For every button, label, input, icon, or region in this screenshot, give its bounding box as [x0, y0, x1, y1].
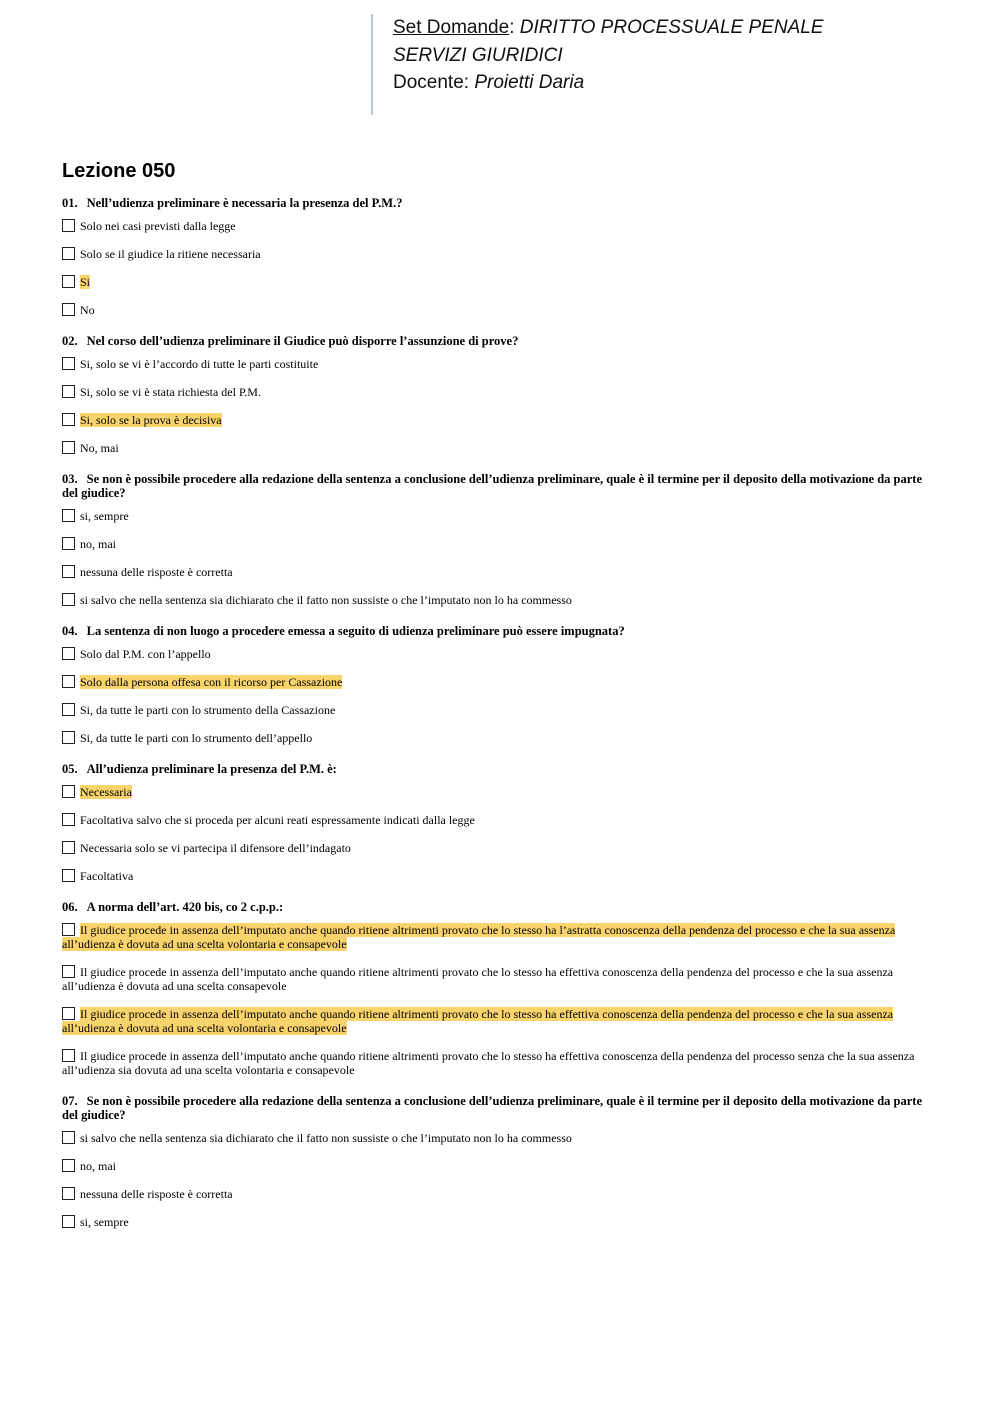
document-header: [371, 14, 931, 115]
answer-option[interactable]: [62, 813, 932, 827]
question-number: 07.: [62, 1094, 78, 1108]
answer-option[interactable]: [62, 1131, 932, 1145]
answer-text: si, sempre: [80, 509, 129, 523]
subject-line-1: DIRITTO PROCESSUALE PENALE: [519, 17, 824, 38]
answer-option[interactable]: [62, 675, 932, 689]
answer-text-highlighted: Il giudice procede in assenza dell’imputato anche quando ritiene altrimenti provato che lo stesso ha l’astratta conoscenza della pendenza del processo e che la sua assenza all’udienza è dovuta ad una scelta volontaria e consapevole: [62, 923, 896, 951]
answer-text: Si, solo se vi è l’accordo di tutte le parti costituite: [80, 357, 319, 371]
answer-option[interactable]: [62, 219, 932, 233]
answer-option[interactable]: [62, 923, 932, 951]
answer-text-highlighted: Solo dalla persona offesa con il ricorso per Cassazione: [80, 675, 343, 689]
question-text: [62, 196, 932, 210]
answer-option[interactable]: [62, 869, 932, 883]
answer-option[interactable]: [62, 413, 932, 427]
answer-text: Solo nei casi previsti dalla legge: [80, 219, 236, 233]
answer-checkbox[interactable]: [62, 785, 75, 798]
answer-checkbox[interactable]: [62, 647, 75, 660]
answer-option[interactable]: [62, 841, 932, 855]
answer-text: Necessaria solo se vi partecipa il difensore dell’indagato: [80, 841, 351, 855]
question-label: Nel corso dell’udienza preliminare il Giudice può disporre l’assunzione di prove?: [86, 334, 519, 348]
question-label: La sentenza di non luogo a procedere emessa a seguito di udienza preliminare può essere impugnata?: [86, 624, 625, 638]
question-text: [62, 624, 932, 638]
question-block: [62, 472, 932, 607]
header-subject-line-2: [393, 42, 931, 70]
answer-option[interactable]: [62, 703, 932, 717]
answer-checkbox[interactable]: [62, 303, 75, 316]
answer-checkbox[interactable]: [62, 1131, 75, 1144]
answer-text: Facoltativa: [80, 869, 134, 883]
teacher-name: Proietti Daria: [474, 72, 585, 93]
answer-checkbox[interactable]: [62, 593, 75, 606]
answer-text: Solo dal P.M. con l’appello: [80, 647, 211, 661]
answer-option[interactable]: [62, 441, 932, 455]
answer-text: Si, solo se vi è stata richiesta del P.M.: [80, 385, 261, 399]
answer-checkbox[interactable]: [62, 385, 75, 398]
answer-text: si, sempre: [80, 1215, 129, 1229]
answer-text: no, mai: [80, 1159, 116, 1173]
answer-checkbox[interactable]: [62, 413, 75, 426]
question-label: Se non è possibile procedere alla redazione della sentenza a conclusione dell’udienza preliminare, quale è il termine per il deposito della motivazione da parte del giudice?: [62, 1094, 923, 1122]
answer-text-highlighted: Il giudice procede in assenza dell’imputato anche quando ritiene altrimenti provato che lo stesso ha effettiva conoscenza della pendenza del processo e che la sua assenza all’udienza è dovuta ad una scelta volontaria e consapevole: [62, 1007, 894, 1035]
question-text: [62, 900, 932, 914]
question-number: 02.: [62, 334, 78, 348]
answer-checkbox[interactable]: [62, 509, 75, 522]
answer-text: No, mai: [80, 441, 119, 455]
question-label: Nell’udienza preliminare è necessaria la presenza del P.M.?: [86, 196, 403, 210]
question-text: [62, 1094, 932, 1122]
answer-checkbox[interactable]: [62, 537, 75, 550]
answer-option[interactable]: [62, 1187, 932, 1201]
answer-option[interactable]: [62, 593, 932, 607]
answer-checkbox[interactable]: [62, 1007, 75, 1020]
header-teacher-line: [393, 69, 931, 97]
question-block: [62, 762, 932, 883]
answer-text: si salvo che nella sentenza sia dichiarato che il fatto non sussiste o che l’imputato non lo ha commesso: [80, 593, 572, 607]
answer-checkbox[interactable]: [62, 247, 75, 260]
answer-option[interactable]: [62, 385, 932, 399]
answer-checkbox[interactable]: [62, 923, 75, 936]
answer-option[interactable]: [62, 565, 932, 579]
question-label: A norma dell’art. 420 bis, co 2 c.p.p.:: [86, 900, 284, 914]
answer-checkbox[interactable]: [62, 703, 75, 716]
question-block: [62, 624, 932, 745]
question-block: [62, 196, 932, 317]
question-block: [62, 1094, 932, 1229]
question-number: 06.: [62, 900, 78, 914]
set-colon: :: [509, 17, 515, 38]
answer-text-highlighted: Si: [80, 275, 91, 289]
answer-text: Solo se il giudice la ritiene necessaria: [80, 247, 261, 261]
answer-checkbox[interactable]: [62, 1159, 75, 1172]
answer-text: No: [80, 303, 95, 317]
answer-text: no, mai: [80, 537, 116, 551]
answer-checkbox[interactable]: [62, 565, 75, 578]
answer-checkbox[interactable]: [62, 869, 75, 882]
question-text: [62, 334, 932, 348]
answer-checkbox[interactable]: [62, 675, 75, 688]
answer-text: Si, da tutte le parti con lo strumento della Cassazione: [80, 703, 336, 717]
answer-text: Il giudice procede in assenza dell’imputato anche quando ritiene altrimenti provato che lo stesso ha effettiva conoscenza della pendenza del processo e che la sua assenza all’udienza è dovuta ad una scelta consapevole: [62, 965, 894, 993]
answer-option[interactable]: [62, 965, 932, 993]
answer-checkbox[interactable]: [62, 813, 75, 826]
lesson-title: Lezione 050: [62, 160, 176, 182]
answer-option[interactable]: [62, 1007, 932, 1035]
answer-option[interactable]: [62, 731, 932, 745]
answer-text-highlighted: Necessaria: [80, 785, 132, 799]
answer-option[interactable]: [62, 275, 932, 289]
answer-checkbox[interactable]: [62, 275, 75, 288]
question-label: Se non è possibile procedere alla redazione della sentenza a conclusione dell’udienza preliminare, quale è il termine per il deposito della motivazione da parte del giudice?: [62, 472, 923, 500]
question-list: [62, 196, 932, 1246]
answer-text: Si, da tutte le parti con lo strumento dell’appello: [80, 731, 313, 745]
answer-option[interactable]: [62, 303, 932, 317]
answer-text: Il giudice procede in assenza dell’imputato anche quando ritiene altrimenti provato che lo stesso ha effettiva conoscenza della pendenza del processo senza che la sua assenza all’udienza sia dovuta ad una scelta volontaria e consapevole: [62, 1049, 915, 1077]
answer-checkbox[interactable]: [62, 1049, 75, 1062]
question-block: [62, 900, 932, 1077]
answer-checkbox[interactable]: [62, 965, 75, 978]
answer-option[interactable]: [62, 509, 932, 523]
answer-option[interactable]: [62, 1159, 932, 1173]
answer-checkbox[interactable]: [62, 1215, 75, 1228]
question-text: [62, 472, 932, 500]
question-number: 05.: [62, 762, 78, 776]
answer-text: si salvo che nella sentenza sia dichiarato che il fatto non sussiste o che l’imputato non lo ha commesso: [80, 1131, 572, 1145]
answer-option[interactable]: [62, 357, 932, 371]
answer-checkbox[interactable]: [62, 219, 75, 232]
answer-option[interactable]: [62, 247, 932, 261]
subject-line-2: SERVIZI GIURIDICI: [393, 44, 563, 66]
answer-option[interactable]: [62, 785, 932, 799]
answer-text: Facoltativa salvo che si proceda per alcuni reati espressamente indicati dalla legge: [80, 813, 475, 827]
answer-checkbox[interactable]: [62, 841, 75, 854]
question-label: All’udienza preliminare la presenza del P.M. è:: [86, 762, 337, 776]
set-label: Set Domande: [393, 17, 510, 38]
answer-option[interactable]: [62, 1049, 932, 1077]
answer-text: nessuna delle risposte è corretta: [80, 565, 233, 579]
question-number: 04.: [62, 624, 78, 638]
answer-checkbox[interactable]: [62, 441, 75, 454]
question-block: [62, 334, 932, 455]
answer-option[interactable]: [62, 537, 932, 551]
header-set-line: [393, 14, 931, 42]
answer-text: nessuna delle risposte è corretta: [80, 1187, 233, 1201]
question-text: [62, 762, 932, 776]
question-number: 03.: [62, 472, 78, 486]
question-number: 01.: [62, 196, 78, 210]
teacher-label: Docente:: [393, 72, 470, 93]
answer-checkbox[interactable]: [62, 731, 75, 744]
answer-text-highlighted: Si, solo se la prova è decisiva: [80, 413, 222, 427]
answer-checkbox[interactable]: [62, 357, 75, 370]
answer-checkbox[interactable]: [62, 1187, 75, 1200]
answer-option[interactable]: [62, 647, 932, 661]
answer-option[interactable]: [62, 1215, 932, 1229]
